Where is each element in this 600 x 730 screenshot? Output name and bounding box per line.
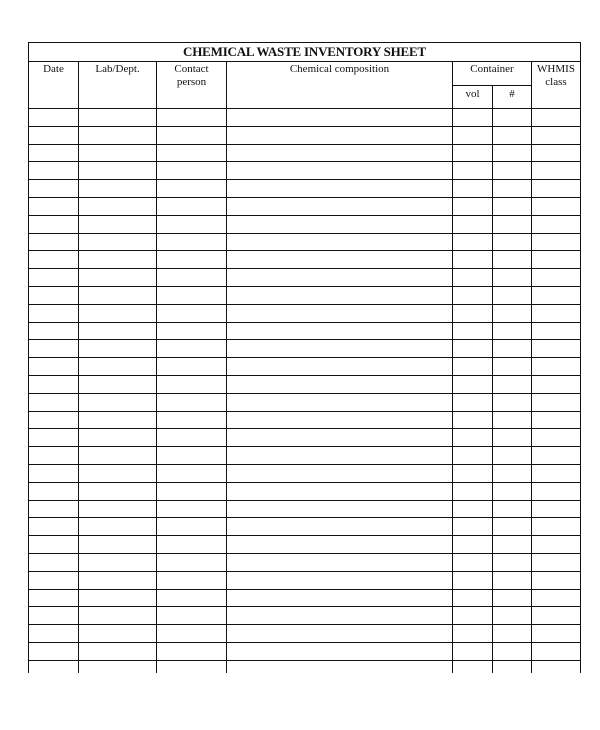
cell-vol[interactable] bbox=[453, 536, 493, 554]
cell-vol[interactable] bbox=[453, 411, 493, 429]
table-row bbox=[29, 126, 581, 144]
cell-date[interactable] bbox=[29, 358, 79, 376]
cell-whmis-class[interactable] bbox=[532, 553, 581, 571]
cell-chemical-composition[interactable] bbox=[227, 518, 453, 536]
cell-vol[interactable] bbox=[453, 358, 493, 376]
cell-date[interactable] bbox=[29, 642, 79, 660]
cell-whmis-class[interactable] bbox=[532, 180, 581, 198]
cell-vol[interactable] bbox=[453, 126, 493, 144]
table-row bbox=[29, 571, 581, 589]
cell-whmis-class[interactable] bbox=[532, 660, 581, 673]
cell-date[interactable] bbox=[29, 553, 79, 571]
cell-chemical-composition[interactable] bbox=[227, 269, 453, 287]
contact-line-1: Contact bbox=[174, 63, 209, 75]
cell-contact-person[interactable] bbox=[157, 464, 227, 482]
cell-chemical-composition[interactable] bbox=[227, 660, 453, 673]
cell-contact-person[interactable] bbox=[157, 393, 227, 411]
cell-count[interactable] bbox=[493, 660, 532, 673]
cell-vol[interactable] bbox=[453, 447, 493, 465]
cell-date[interactable] bbox=[29, 322, 79, 340]
inventory-rows bbox=[29, 109, 581, 673]
cell-chemical-composition[interactable] bbox=[227, 625, 453, 643]
cell-date[interactable] bbox=[29, 304, 79, 322]
cell-vol[interactable] bbox=[453, 607, 493, 625]
cell-count[interactable] bbox=[493, 215, 532, 233]
table-row bbox=[29, 642, 581, 660]
cell-count[interactable] bbox=[493, 607, 532, 625]
cell-lab-dept[interactable] bbox=[79, 251, 157, 269]
table-row bbox=[29, 464, 581, 482]
cell-date[interactable] bbox=[29, 625, 79, 643]
cell-chemical-composition[interactable] bbox=[227, 144, 453, 162]
cell-date[interactable] bbox=[29, 180, 79, 198]
cell-count[interactable] bbox=[493, 358, 532, 376]
cell-count[interactable] bbox=[493, 553, 532, 571]
cell-lab-dept[interactable] bbox=[79, 660, 157, 673]
cell-date[interactable] bbox=[29, 589, 79, 607]
cell-chemical-composition[interactable] bbox=[227, 180, 453, 198]
cell-contact-person[interactable] bbox=[157, 482, 227, 500]
cell-count[interactable] bbox=[493, 429, 532, 447]
cell-date[interactable] bbox=[29, 286, 79, 304]
cell-lab-dept[interactable] bbox=[79, 269, 157, 287]
cell-date[interactable] bbox=[29, 518, 79, 536]
cell-vol[interactable] bbox=[453, 180, 493, 198]
cell-lab-dept[interactable] bbox=[79, 536, 157, 554]
cell-contact-person[interactable] bbox=[157, 304, 227, 322]
cell-date[interactable] bbox=[29, 340, 79, 358]
column-header-chemical-composition: Chemical composition bbox=[227, 62, 453, 109]
cell-chemical-composition[interactable] bbox=[227, 607, 453, 625]
cell-count[interactable] bbox=[493, 304, 532, 322]
cell-chemical-composition[interactable] bbox=[227, 215, 453, 233]
cell-lab-dept[interactable] bbox=[79, 482, 157, 500]
table-row bbox=[29, 660, 581, 673]
cell-count[interactable] bbox=[493, 144, 532, 162]
cell-whmis-class[interactable] bbox=[532, 215, 581, 233]
cell-chemical-composition[interactable] bbox=[227, 340, 453, 358]
cell-count[interactable] bbox=[493, 500, 532, 518]
cell-count[interactable] bbox=[493, 109, 532, 127]
cell-whmis-class[interactable] bbox=[532, 500, 581, 518]
cell-date[interactable] bbox=[29, 109, 79, 127]
table-row bbox=[29, 215, 581, 233]
cell-whmis-class[interactable] bbox=[532, 411, 581, 429]
cell-chemical-composition[interactable] bbox=[227, 358, 453, 376]
cell-contact-person[interactable] bbox=[157, 447, 227, 465]
table-row bbox=[29, 553, 581, 571]
cell-chemical-composition[interactable] bbox=[227, 286, 453, 304]
cell-count[interactable] bbox=[493, 518, 532, 536]
cell-chemical-composition[interactable] bbox=[227, 197, 453, 215]
cell-contact-person[interactable] bbox=[157, 269, 227, 287]
cell-lab-dept[interactable] bbox=[79, 180, 157, 198]
cell-date[interactable] bbox=[29, 660, 79, 673]
cell-whmis-class[interactable] bbox=[532, 340, 581, 358]
cell-count[interactable] bbox=[493, 571, 532, 589]
cell-vol[interactable] bbox=[453, 215, 493, 233]
contact-line-2: person bbox=[176, 76, 207, 88]
cell-count[interactable] bbox=[493, 482, 532, 500]
column-header-whmis-class bbox=[532, 62, 581, 109]
cell-vol[interactable] bbox=[453, 660, 493, 673]
cell-whmis-class[interactable] bbox=[532, 304, 581, 322]
cell-contact-person[interactable] bbox=[157, 180, 227, 198]
cell-contact-person[interactable] bbox=[157, 215, 227, 233]
cell-lab-dept[interactable] bbox=[79, 375, 157, 393]
cell-contact-person[interactable] bbox=[157, 251, 227, 269]
cell-count[interactable] bbox=[493, 375, 532, 393]
cell-lab-dept[interactable] bbox=[79, 447, 157, 465]
table-row bbox=[29, 625, 581, 643]
cell-chemical-composition[interactable] bbox=[227, 233, 453, 251]
cell-vol[interactable] bbox=[453, 571, 493, 589]
cell-chemical-composition[interactable] bbox=[227, 536, 453, 554]
cell-whmis-class[interactable] bbox=[532, 322, 581, 340]
cell-contact-person[interactable] bbox=[157, 162, 227, 180]
cell-whmis-class[interactable] bbox=[532, 642, 581, 660]
cell-chemical-composition[interactable] bbox=[227, 447, 453, 465]
cell-chemical-composition[interactable] bbox=[227, 109, 453, 127]
table-row bbox=[29, 411, 581, 429]
column-header-date: Date bbox=[29, 62, 79, 109]
cell-chemical-composition[interactable] bbox=[227, 126, 453, 144]
table-row bbox=[29, 322, 581, 340]
cell-lab-dept[interactable] bbox=[79, 625, 157, 643]
cell-lab-dept[interactable] bbox=[79, 500, 157, 518]
cell-whmis-class[interactable] bbox=[532, 464, 581, 482]
sheet-title: CHEMICAL WASTE INVENTORY SHEET bbox=[29, 43, 581, 62]
cell-vol[interactable] bbox=[453, 393, 493, 411]
cell-lab-dept[interactable] bbox=[79, 393, 157, 411]
cell-date[interactable] bbox=[29, 233, 79, 251]
cell-contact-person[interactable] bbox=[157, 126, 227, 144]
cell-lab-dept[interactable] bbox=[79, 286, 157, 304]
cell-lab-dept[interactable] bbox=[79, 304, 157, 322]
column-header-count: # bbox=[493, 86, 532, 109]
cell-contact-person[interactable] bbox=[157, 109, 227, 127]
cell-contact-person[interactable] bbox=[157, 518, 227, 536]
cell-contact-person[interactable] bbox=[157, 642, 227, 660]
cell-whmis-class[interactable] bbox=[532, 197, 581, 215]
cell-count[interactable] bbox=[493, 642, 532, 660]
cell-vol[interactable] bbox=[453, 464, 493, 482]
cell-count[interactable] bbox=[493, 269, 532, 287]
cell-whmis-class[interactable] bbox=[532, 429, 581, 447]
cell-chemical-composition[interactable] bbox=[227, 322, 453, 340]
cell-vol[interactable] bbox=[453, 269, 493, 287]
cell-whmis-class[interactable] bbox=[532, 251, 581, 269]
cell-count[interactable] bbox=[493, 197, 532, 215]
cell-vol[interactable] bbox=[453, 251, 493, 269]
cell-count[interactable] bbox=[493, 126, 532, 144]
cell-lab-dept[interactable] bbox=[79, 411, 157, 429]
cell-contact-person[interactable] bbox=[157, 358, 227, 376]
cell-vol[interactable] bbox=[453, 642, 493, 660]
cell-vol[interactable] bbox=[453, 304, 493, 322]
cell-chemical-composition[interactable] bbox=[227, 393, 453, 411]
table-row bbox=[29, 447, 581, 465]
cell-contact-person[interactable] bbox=[157, 411, 227, 429]
whmis-line-1: WHMIS bbox=[537, 63, 575, 75]
cell-vol[interactable] bbox=[453, 162, 493, 180]
cell-count[interactable] bbox=[493, 322, 532, 340]
table-row bbox=[29, 269, 581, 287]
cell-vol[interactable] bbox=[453, 233, 493, 251]
cell-vol[interactable] bbox=[453, 589, 493, 607]
table-row bbox=[29, 162, 581, 180]
cell-whmis-class[interactable] bbox=[532, 162, 581, 180]
table-row bbox=[29, 340, 581, 358]
cell-date[interactable] bbox=[29, 447, 79, 465]
cell-chemical-composition[interactable] bbox=[227, 375, 453, 393]
table-row bbox=[29, 144, 581, 162]
cell-date[interactable] bbox=[29, 144, 79, 162]
cell-vol[interactable] bbox=[453, 553, 493, 571]
cell-whmis-class[interactable] bbox=[532, 286, 581, 304]
cell-count[interactable] bbox=[493, 180, 532, 198]
cell-whmis-class[interactable] bbox=[532, 607, 581, 625]
cell-count[interactable] bbox=[493, 447, 532, 465]
cell-contact-person[interactable] bbox=[157, 625, 227, 643]
cell-whmis-class[interactable] bbox=[532, 518, 581, 536]
table-row bbox=[29, 500, 581, 518]
table-row bbox=[29, 607, 581, 625]
cell-whmis-class[interactable] bbox=[532, 482, 581, 500]
cell-chemical-composition[interactable] bbox=[227, 251, 453, 269]
cell-date[interactable] bbox=[29, 375, 79, 393]
cell-lab-dept[interactable] bbox=[79, 589, 157, 607]
cell-whmis-class[interactable] bbox=[532, 589, 581, 607]
cell-chemical-composition[interactable] bbox=[227, 553, 453, 571]
cell-contact-person[interactable] bbox=[157, 589, 227, 607]
cell-whmis-class[interactable] bbox=[532, 358, 581, 376]
table-row bbox=[29, 109, 581, 127]
cell-count[interactable] bbox=[493, 233, 532, 251]
cell-count[interactable] bbox=[493, 251, 532, 269]
cell-lab-dept[interactable] bbox=[79, 571, 157, 589]
column-header-contact-person bbox=[157, 62, 227, 109]
cell-vol[interactable] bbox=[453, 429, 493, 447]
cell-vol[interactable] bbox=[453, 340, 493, 358]
table-row bbox=[29, 180, 581, 198]
cell-lab-dept[interactable] bbox=[79, 429, 157, 447]
cell-whmis-class[interactable] bbox=[532, 144, 581, 162]
cell-contact-person[interactable] bbox=[157, 536, 227, 554]
cell-lab-dept[interactable] bbox=[79, 126, 157, 144]
cell-date[interactable] bbox=[29, 571, 79, 589]
cell-count[interactable] bbox=[493, 464, 532, 482]
inventory-table bbox=[28, 42, 581, 673]
cell-count[interactable] bbox=[493, 411, 532, 429]
cell-contact-person[interactable] bbox=[157, 322, 227, 340]
cell-contact-person[interactable] bbox=[157, 233, 227, 251]
cell-contact-person[interactable] bbox=[157, 340, 227, 358]
cell-chemical-composition[interactable] bbox=[227, 162, 453, 180]
inventory-sheet bbox=[28, 42, 580, 673]
cell-date[interactable] bbox=[29, 500, 79, 518]
cell-date[interactable] bbox=[29, 482, 79, 500]
cell-vol[interactable] bbox=[453, 375, 493, 393]
cell-contact-person[interactable] bbox=[157, 144, 227, 162]
cell-vol[interactable] bbox=[453, 518, 493, 536]
cell-whmis-class[interactable] bbox=[532, 269, 581, 287]
cell-whmis-class[interactable] bbox=[532, 447, 581, 465]
whmis-line-2: class bbox=[545, 76, 567, 88]
table-row bbox=[29, 429, 581, 447]
table-row bbox=[29, 393, 581, 411]
cell-contact-person[interactable] bbox=[157, 571, 227, 589]
cell-contact-person[interactable] bbox=[157, 660, 227, 673]
cell-date[interactable] bbox=[29, 607, 79, 625]
cell-lab-dept[interactable] bbox=[79, 144, 157, 162]
column-header-vol: vol bbox=[453, 86, 493, 109]
cell-date[interactable] bbox=[29, 536, 79, 554]
cell-count[interactable] bbox=[493, 162, 532, 180]
cell-whmis-class[interactable] bbox=[532, 536, 581, 554]
cell-vol[interactable] bbox=[453, 482, 493, 500]
cell-date[interactable] bbox=[29, 411, 79, 429]
cell-count[interactable] bbox=[493, 340, 532, 358]
cell-contact-person[interactable] bbox=[157, 553, 227, 571]
table-row bbox=[29, 304, 581, 322]
table-row bbox=[29, 375, 581, 393]
table-row bbox=[29, 286, 581, 304]
cell-lab-dept[interactable] bbox=[79, 215, 157, 233]
cell-lab-dept[interactable] bbox=[79, 162, 157, 180]
cell-vol[interactable] bbox=[453, 197, 493, 215]
cell-whmis-class[interactable] bbox=[532, 375, 581, 393]
table-row bbox=[29, 536, 581, 554]
cell-lab-dept[interactable] bbox=[79, 553, 157, 571]
cell-count[interactable] bbox=[493, 589, 532, 607]
cell-chemical-composition[interactable] bbox=[227, 464, 453, 482]
cell-date[interactable] bbox=[29, 162, 79, 180]
cell-lab-dept[interactable] bbox=[79, 607, 157, 625]
cell-date[interactable] bbox=[29, 197, 79, 215]
cell-lab-dept[interactable] bbox=[79, 518, 157, 536]
cell-whmis-class[interactable] bbox=[532, 233, 581, 251]
cell-count[interactable] bbox=[493, 625, 532, 643]
cell-contact-person[interactable] bbox=[157, 429, 227, 447]
table-row bbox=[29, 589, 581, 607]
cell-contact-person[interactable] bbox=[157, 500, 227, 518]
cell-chemical-composition[interactable] bbox=[227, 571, 453, 589]
cell-lab-dept[interactable] bbox=[79, 322, 157, 340]
cell-vol[interactable] bbox=[453, 144, 493, 162]
cell-chemical-composition[interactable] bbox=[227, 642, 453, 660]
cell-whmis-class[interactable] bbox=[532, 393, 581, 411]
cell-count[interactable] bbox=[493, 536, 532, 554]
cell-contact-person[interactable] bbox=[157, 286, 227, 304]
cell-date[interactable] bbox=[29, 429, 79, 447]
cell-contact-person[interactable] bbox=[157, 375, 227, 393]
cell-date[interactable] bbox=[29, 393, 79, 411]
cell-whmis-class[interactable] bbox=[532, 109, 581, 127]
cell-lab-dept[interactable] bbox=[79, 233, 157, 251]
cell-chemical-composition[interactable] bbox=[227, 500, 453, 518]
cell-count[interactable] bbox=[493, 286, 532, 304]
cell-vol[interactable] bbox=[453, 109, 493, 127]
cell-count[interactable] bbox=[493, 393, 532, 411]
column-header-lab-dept: Lab/Dept. bbox=[79, 62, 157, 109]
cell-chemical-composition[interactable] bbox=[227, 411, 453, 429]
cell-chemical-composition[interactable] bbox=[227, 429, 453, 447]
cell-date[interactable] bbox=[29, 215, 79, 233]
cell-whmis-class[interactable] bbox=[532, 126, 581, 144]
cell-lab-dept[interactable] bbox=[79, 197, 157, 215]
cell-vol[interactable] bbox=[453, 625, 493, 643]
cell-lab-dept[interactable] bbox=[79, 642, 157, 660]
table-row bbox=[29, 518, 581, 536]
table-row bbox=[29, 482, 581, 500]
table-row bbox=[29, 251, 581, 269]
cell-contact-person[interactable] bbox=[157, 197, 227, 215]
cell-date[interactable] bbox=[29, 464, 79, 482]
cell-vol[interactable] bbox=[453, 286, 493, 304]
cell-date[interactable] bbox=[29, 269, 79, 287]
table-row bbox=[29, 197, 581, 215]
cell-date[interactable] bbox=[29, 126, 79, 144]
cell-chemical-composition[interactable] bbox=[227, 589, 453, 607]
table-row bbox=[29, 233, 581, 251]
cell-lab-dept[interactable] bbox=[79, 340, 157, 358]
cell-chemical-composition[interactable] bbox=[227, 304, 453, 322]
table-row bbox=[29, 358, 581, 376]
cell-date[interactable] bbox=[29, 251, 79, 269]
cell-whmis-class[interactable] bbox=[532, 571, 581, 589]
cell-vol[interactable] bbox=[453, 500, 493, 518]
cell-contact-person[interactable] bbox=[157, 607, 227, 625]
cell-lab-dept[interactable] bbox=[79, 464, 157, 482]
cell-lab-dept[interactable] bbox=[79, 358, 157, 376]
cell-chemical-composition[interactable] bbox=[227, 482, 453, 500]
cell-whmis-class[interactable] bbox=[532, 625, 581, 643]
cell-vol[interactable] bbox=[453, 322, 493, 340]
cell-lab-dept[interactable] bbox=[79, 109, 157, 127]
column-header-container: Container bbox=[453, 62, 532, 86]
